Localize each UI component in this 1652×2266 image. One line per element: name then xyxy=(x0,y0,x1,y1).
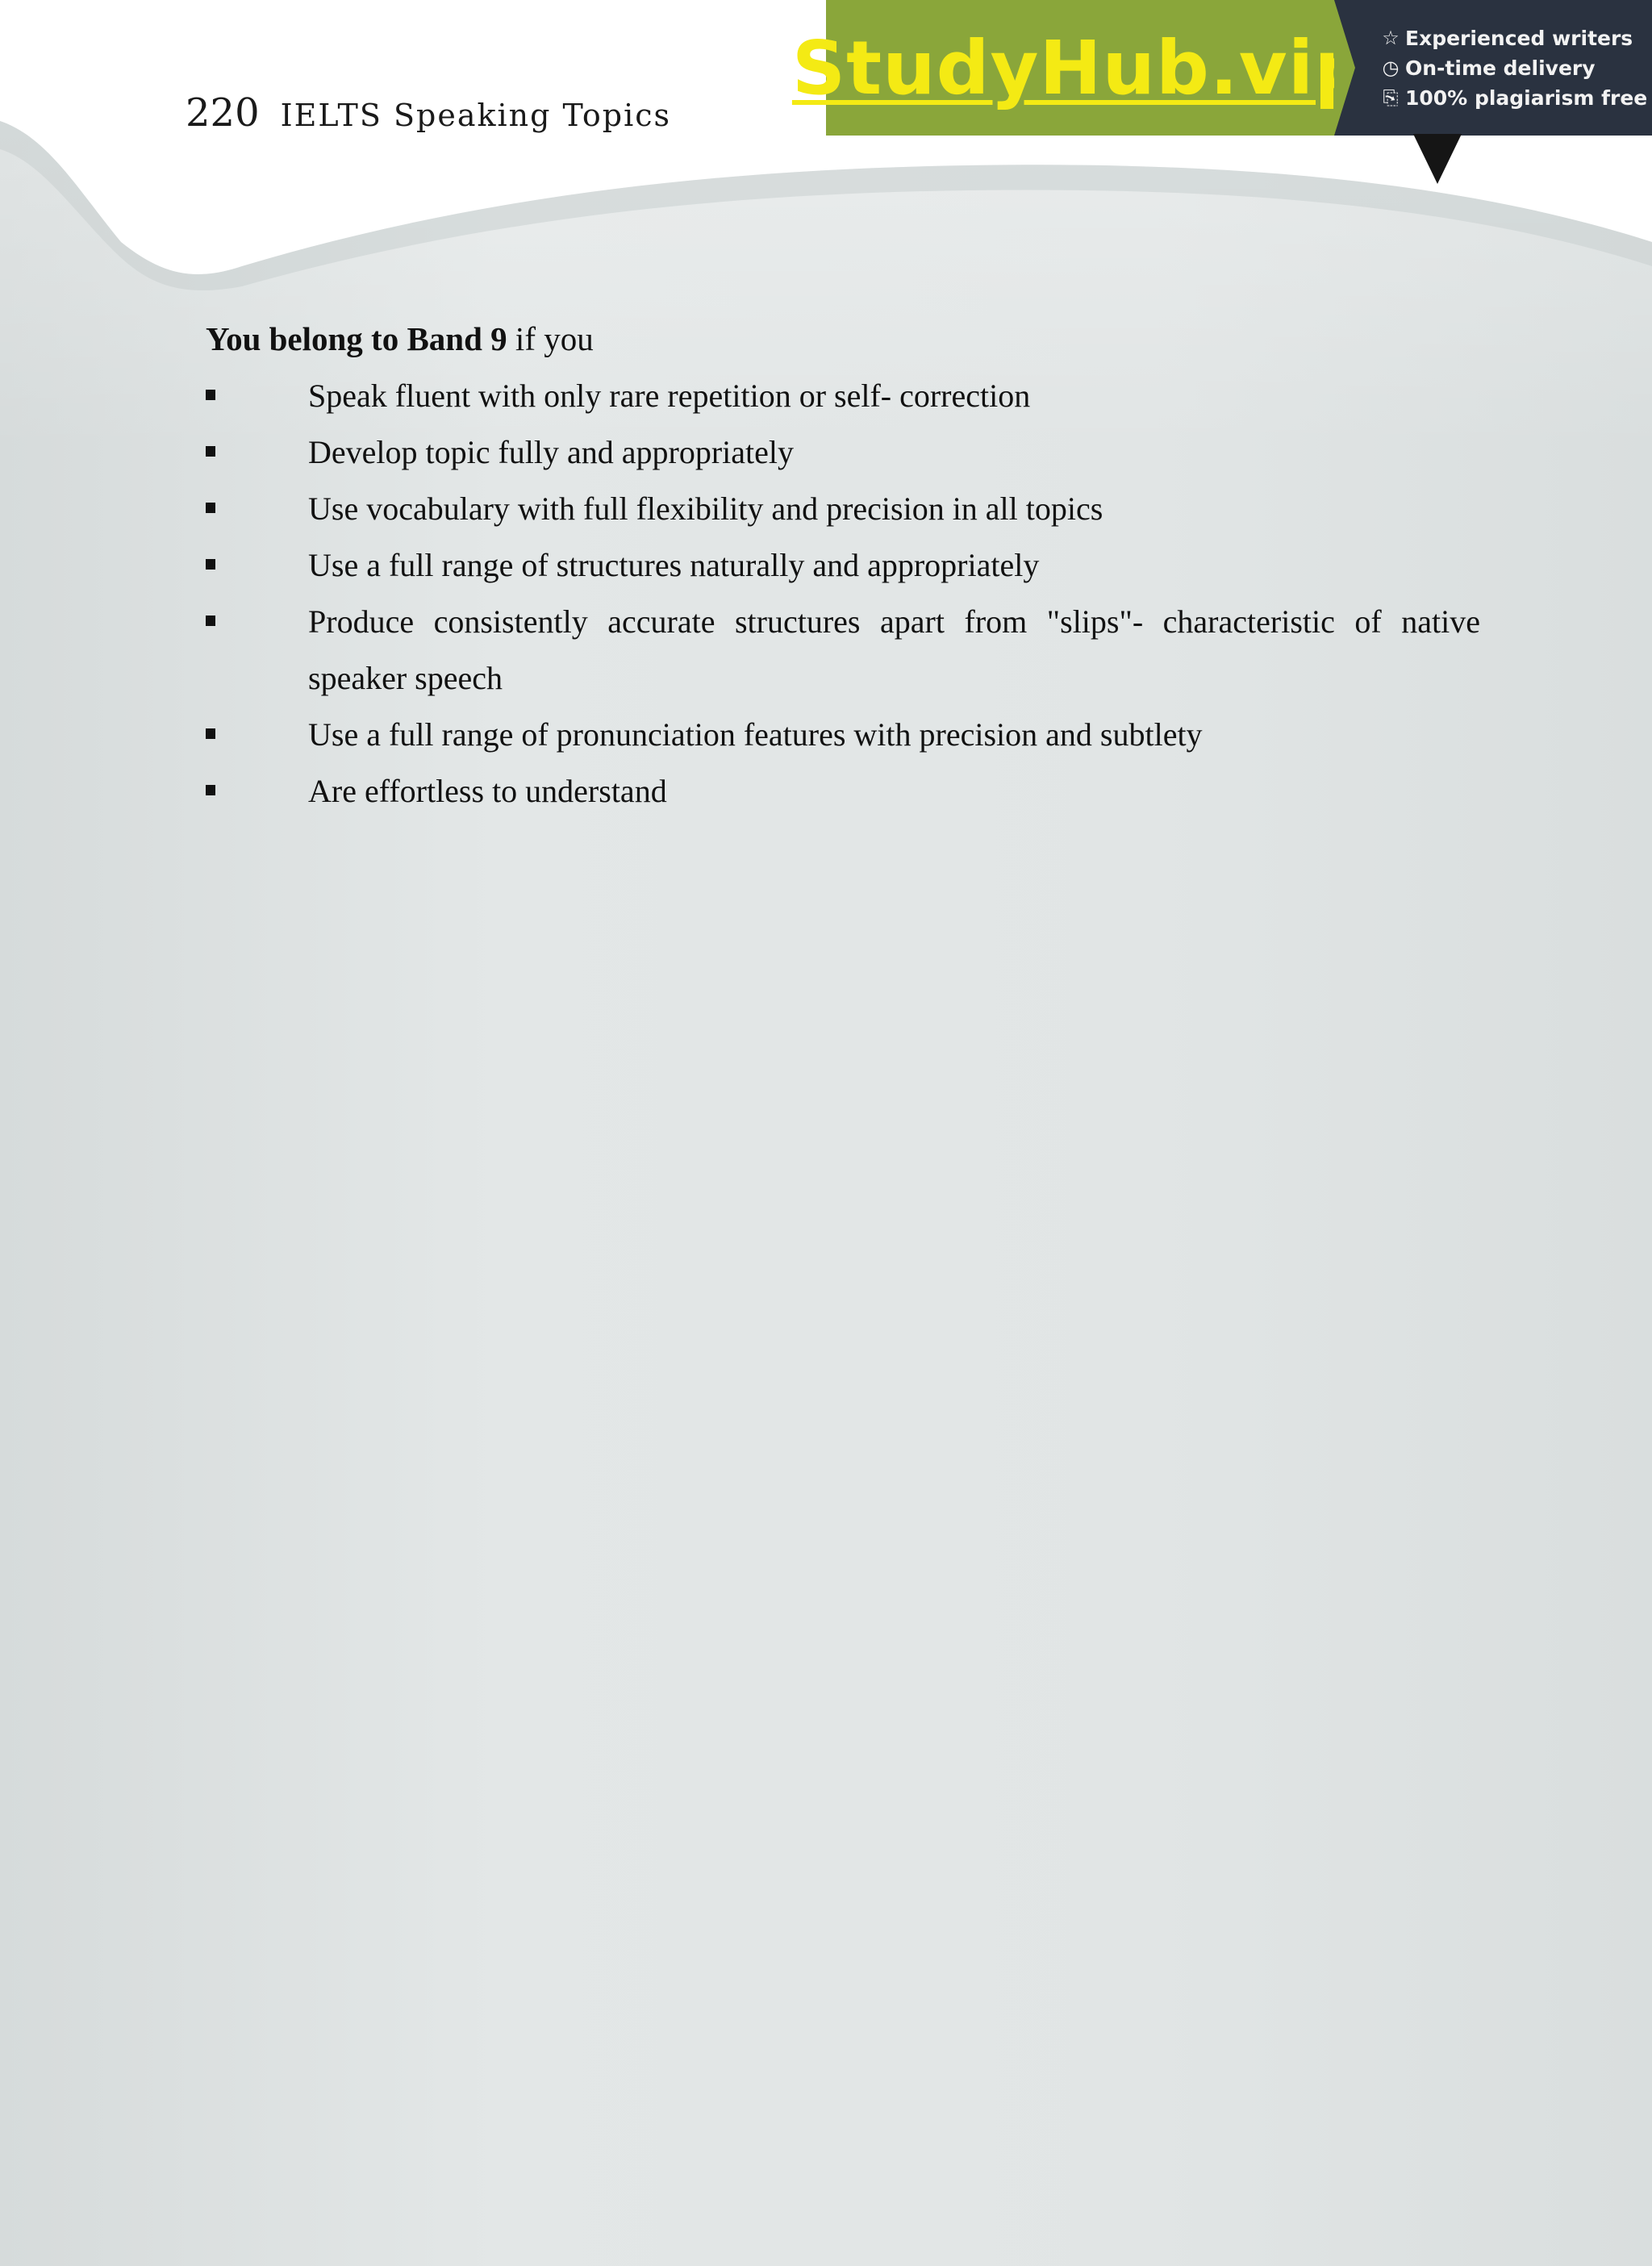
studyhub-banner[interactable] xyxy=(791,0,1652,136)
square-bullet-icon xyxy=(206,368,308,400)
square-bullet-icon xyxy=(206,481,308,513)
criteria-list xyxy=(206,368,1480,820)
band-9-section xyxy=(206,316,1480,820)
feature-on-time-delivery xyxy=(1381,56,1652,80)
criterion-text: Use a full range of structures naturally and appropriately xyxy=(308,547,1040,583)
criterion-text: Are effortless to understand xyxy=(308,773,667,809)
list-item xyxy=(206,481,1480,537)
brand-link[interactable]: StudyHub.vip xyxy=(791,24,1369,111)
page-number: 220 xyxy=(186,90,260,136)
running-head xyxy=(186,90,671,136)
feature-plagiarism-free xyxy=(1381,86,1652,110)
list-item xyxy=(206,368,1480,424)
list-item xyxy=(206,763,1480,820)
feature-label: On-time delivery xyxy=(1405,56,1596,80)
feature-list xyxy=(1334,0,1652,136)
section-heading xyxy=(206,316,1480,361)
criterion-text: Produce consistently accurate structures apart from "slips"- characteristic of native speaker speech xyxy=(308,603,1480,696)
list-item xyxy=(206,707,1480,763)
clock-icon: ◷ xyxy=(1382,56,1400,79)
brand-block[interactable] xyxy=(791,0,1369,136)
criterion-text: Use vocabulary with full flexibility and precision in all topics xyxy=(308,490,1103,527)
star-outline-icon: ☆ xyxy=(1382,27,1400,49)
list-item xyxy=(206,537,1480,594)
copy-document-icon: ⎘ xyxy=(1383,86,1399,109)
square-bullet-icon xyxy=(206,707,308,739)
criterion-text: Use a full range of pronunciation features with precision and subtlety xyxy=(308,716,1203,753)
feature-label: Experienced writers xyxy=(1405,26,1633,50)
square-bullet-icon xyxy=(206,763,308,795)
criterion-text: Speak fluent with only rare repetition or self- correction xyxy=(308,378,1031,414)
book-title: IELTS Speaking Topics xyxy=(280,98,672,133)
heading-rest: if you xyxy=(507,320,594,357)
square-bullet-icon xyxy=(206,424,308,457)
square-bullet-icon xyxy=(206,537,308,570)
heading-bold: You belong to Band 9 xyxy=(206,320,507,357)
feature-experienced-writers xyxy=(1381,27,1652,50)
banner-pointer-icon xyxy=(1413,134,1462,184)
list-item xyxy=(206,594,1480,707)
list-item xyxy=(206,424,1480,481)
criterion-text: Develop topic fully and appropriately xyxy=(308,434,795,470)
square-bullet-icon xyxy=(206,594,308,626)
feature-label: 100% plagiarism free xyxy=(1405,86,1648,110)
